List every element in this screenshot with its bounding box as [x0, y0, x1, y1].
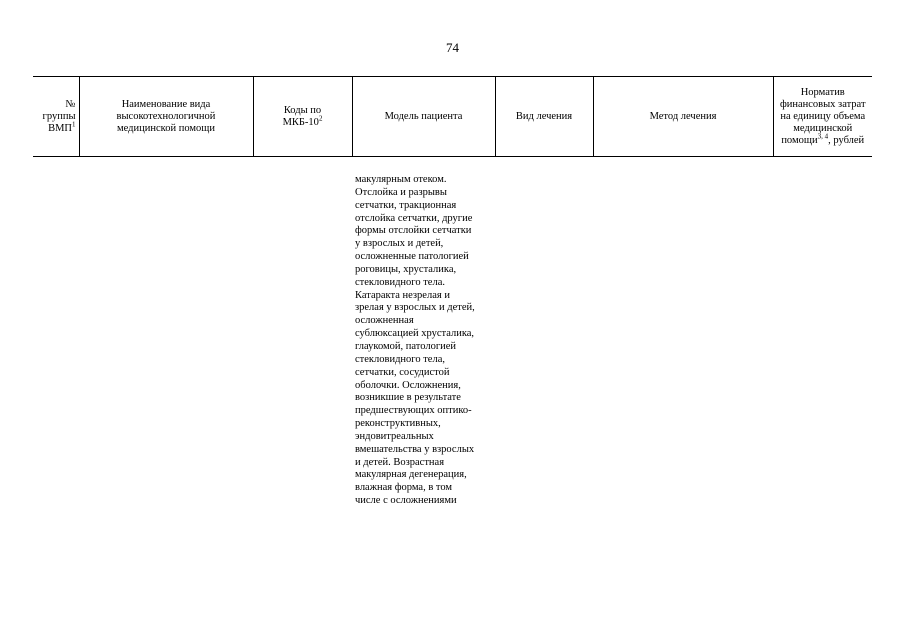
cell-patient-model [352, 157, 495, 528]
header-cost-standard [773, 77, 872, 157]
header-care-type-text: Наименование вида высокотехнологичной медицинской помощи [116, 98, 216, 134]
header-cost-standard-sup: 3, 4 [817, 132, 829, 140]
header-treatment-method-text: Метод лечения [649, 110, 717, 122]
cell-group-number [33, 157, 79, 528]
header-patient-model [352, 77, 495, 157]
header-group-number-text: № группы ВМП [42, 98, 76, 134]
header-cost-standard-suffix: , рублей [828, 134, 865, 146]
table-row [33, 157, 872, 528]
cell-icd-codes [253, 157, 352, 528]
header-patient-model-text: Модель пациента [384, 110, 463, 122]
header-group-number [33, 77, 79, 157]
header-care-type [79, 77, 253, 157]
vmp-table [33, 76, 872, 527]
header-row [33, 77, 872, 157]
patient-model-text: макулярным отеком. Отслойка и разрывы сетчатки, тракционная отслойка сетчатки, другие формы отслойки сетчатки у взрослых и детей, осложненные патологией роговицы, хрусталика, стекловидного тела. Катаракта незрелая и зрелая у взрослых и детей, осложненная сублюксацией хрусталика, глаукомой, патологией стекловидного тела, сетчатки, сосудистой оболочки. Осложнения, возникшие в результате предшествующих оптико- реконструктивных, эндовитреальных вмешательства у взрослых и детей. Возрастная макулярная дегенерация, влажная форма, в том числе с осложнениями [355, 174, 475, 507]
cell-treatment-type [495, 157, 593, 528]
header-group-number-sup: 1 [72, 120, 76, 128]
page-number: 74 [446, 40, 459, 55]
header-icd-codes [253, 77, 352, 157]
header-treatment-type-text: Вид лечения [515, 110, 573, 122]
cell-cost-standard [773, 157, 872, 528]
cell-care-type [79, 157, 253, 528]
header-treatment-type [495, 77, 593, 157]
header-treatment-method [593, 77, 773, 157]
header-cost-standard-text: Норматив финансовых затрат на единицу объема медицинской помощи [779, 86, 866, 146]
header-icd-codes-text: Коды по МКБ-10 [282, 104, 322, 128]
header-icd-codes-sup: 2 [318, 114, 323, 122]
cell-treatment-method [593, 157, 773, 528]
